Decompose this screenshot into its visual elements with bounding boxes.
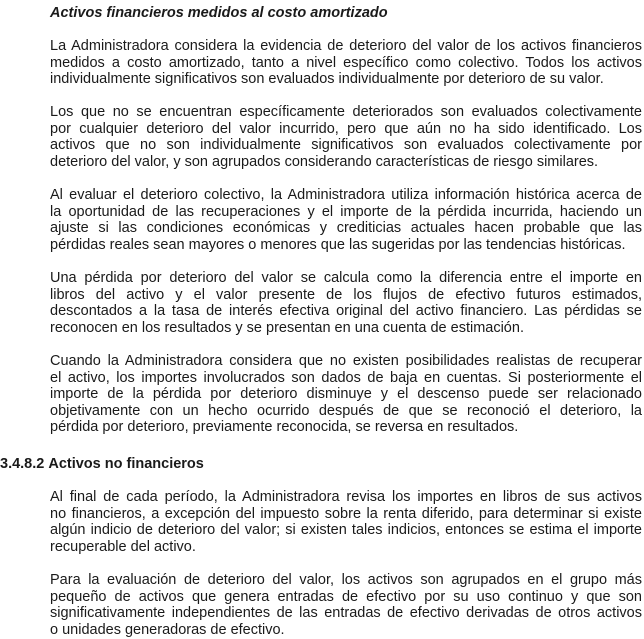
- text-line: objetivamente con un hecho ocurrido después de que se reconoció el deterioro, la: [50, 402, 642, 419]
- section-heading-amortized-cost: Activos financieros medidos al costo amortizado: [50, 5, 388, 21]
- text-line: ajuste si las condiciones económicas y crediticias actuales hacen probable que las: [50, 220, 642, 236]
- paragraph-b2: [50, 572, 642, 638]
- paragraph-a3: [50, 187, 642, 253]
- paragraph-b1: [50, 489, 642, 555]
- section-title: Activos no financieros: [48, 456, 204, 472]
- text-line: el activo, los importes involucrados son dados de baja en cuentas. Si posteriormente el: [50, 369, 642, 386]
- text-line: pérdida por deterioro, previamente reconocida, se reversa en resultados.: [50, 419, 519, 435]
- section-number: 3.4.8.2: [0, 456, 45, 472]
- text-line: activos que no son individualmente significativos son evaluados colectivamente por: [50, 137, 642, 153]
- text-line: Para la evaluación de deterioro del valor, los activos son agrupados en el grupo más: [50, 572, 642, 588]
- text-line: o unidades generadoras de efectivo.: [50, 621, 285, 638]
- text-line: descontados a la tasa de interés efectiva original del activo financiero. Las pérdidas se: [50, 303, 642, 319]
- text-line: Cuando la Administradora considera que no existen posibilidades realistas de recuperar: [50, 353, 642, 369]
- text-line: Al evaluar el deterioro colectivo, la Administradora utiliza información histórica acerca de: [50, 187, 642, 203]
- text-line: por cualquier deterioro del valor incurrido, pero que aún no ha sido identificado. Los: [50, 120, 642, 137]
- text-line: importe de la pérdida por deterioro disminuye y el descenso puede ser relacionado: [50, 386, 642, 402]
- text-line: pérdidas reales sean mayores o menores que las sugeridas por las tendencias históricas.: [50, 236, 626, 253]
- paragraph-a4: [50, 270, 642, 336]
- text-line: pequeño de activos que genera entradas de efectivo por su uso continuo y que son: [50, 588, 642, 605]
- text-line: no financieros, a excepción del impuesto sobre la renta diferido, para determinar si existe: [50, 505, 642, 522]
- text-line: Al final de cada período, la Administradora revisa los importes en libros de sus activos: [50, 489, 642, 505]
- text-line: la oportunidad de las recuperaciones y el importe de la pérdida incurrida, haciendo un: [50, 203, 642, 220]
- text-line: individualmente significativos son evaluados individualmente por deterioro de su valor.: [50, 71, 604, 87]
- paragraph-a1: [50, 38, 642, 88]
- section-heading-non-financial: [0, 456, 204, 473]
- text-line: deterioro del valor, y son agrupados considerando características de riesgo similares.: [50, 153, 599, 170]
- text-line: Los que no se encuentran específicamente deteriorados son evaluados colectivamente: [50, 104, 642, 120]
- text-line: reconocen en los resultados y se presentan en una cuenta de estimación.: [50, 319, 524, 336]
- text-line: significativamente independientes de las entradas de efectivo derivadas de otros activos: [50, 605, 642, 621]
- text-line: recuperable del activo.: [50, 538, 196, 555]
- paragraph-a2: [50, 104, 642, 170]
- text-line: Una pérdida por deterioro del valor se calcula como la diferencia entre el importe en: [50, 270, 642, 286]
- text-line: medidos a costo amortizado, tanto a nivel específico como colectivo. Todos los activos: [50, 54, 642, 71]
- paragraph-a5: [50, 353, 642, 436]
- text-line: libros del activo y el valor presente de los flujos de efectivo futuros estimados,: [50, 286, 642, 303]
- text-line: La Administradora considera la evidencia de deterioro del valor de los activos financieros: [50, 38, 642, 54]
- text-line: algún indicio de deterioro del valor; si existen tales indicios, entonces se estima el importe: [50, 522, 642, 538]
